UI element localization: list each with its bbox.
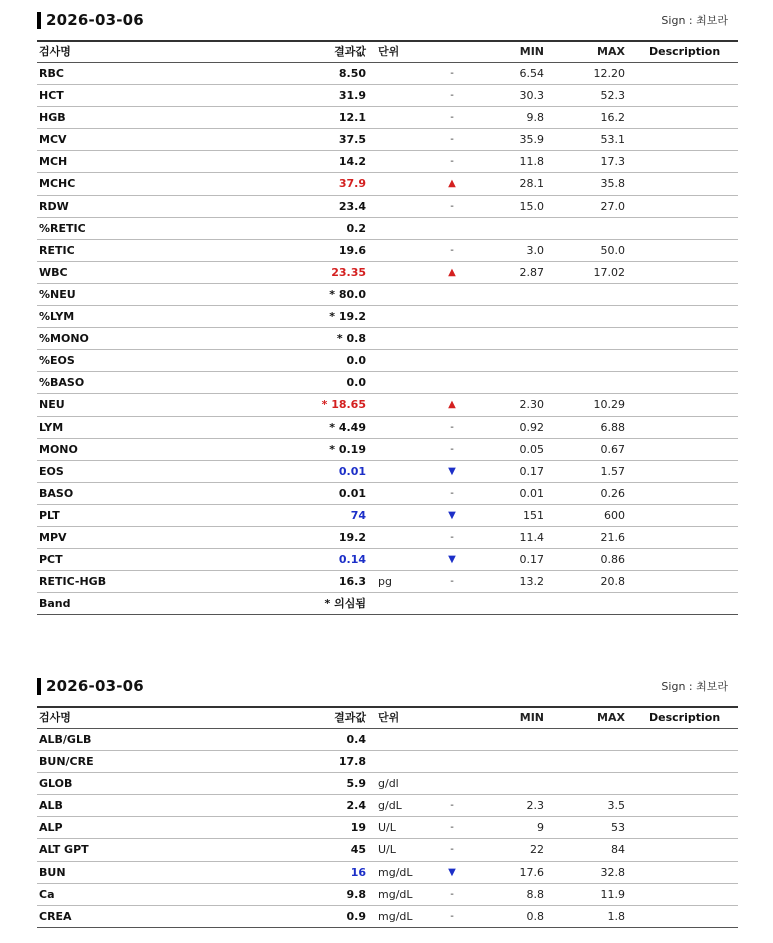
header-min: MIN	[519, 711, 544, 724]
test-name: %MONO	[39, 332, 89, 346]
normal-dash-flag: -	[450, 134, 454, 146]
header-min: MIN	[519, 45, 544, 58]
reference-max: 53	[611, 821, 625, 835]
low-arrow-icon: ▼	[448, 509, 456, 521]
normal-dash-flag: -	[450, 888, 454, 900]
section-date: 2026-03-06	[46, 677, 144, 695]
test-name: %EOS	[39, 354, 75, 368]
normal-dash-flag: -	[450, 200, 454, 212]
reference-max: 32.8	[600, 865, 625, 879]
header-result-value: 결과값	[334, 45, 366, 58]
result-value: 45	[350, 843, 366, 857]
reference-max: 0.67	[600, 442, 625, 456]
reference-min: 0.8	[526, 909, 544, 923]
result-value: 0.01	[338, 464, 366, 478]
result-value: 37.5	[338, 133, 366, 147]
reference-max: 16.2	[600, 111, 625, 125]
reference-min: 2.87	[519, 265, 544, 279]
table-row	[37, 372, 738, 394]
reference-max: 6.88	[600, 420, 625, 434]
results-table	[37, 706, 738, 928]
results-table	[37, 40, 738, 615]
table-row	[37, 505, 738, 527]
reference-min: 0.92	[519, 420, 544, 434]
reference-max: 20.8	[600, 575, 625, 589]
header-max: MAX	[597, 45, 625, 58]
result-value: 0.2	[346, 221, 366, 235]
test-name: MCV	[39, 133, 67, 147]
result-value: 5.9	[346, 777, 366, 791]
result-value: 37.9	[338, 177, 366, 191]
reference-max: 600	[604, 508, 625, 522]
result-value: 14.2	[338, 155, 366, 169]
table-row	[37, 240, 738, 262]
lab-section-cbc	[37, 10, 738, 615]
table-row	[37, 483, 738, 505]
result-unit: pg	[378, 575, 392, 589]
test-name: Band	[39, 597, 71, 611]
test-name: RDW	[39, 199, 69, 213]
result-value: * 0.8	[336, 332, 366, 346]
reference-max: 12.20	[593, 67, 625, 80]
reference-max: 21.6	[600, 530, 625, 544]
test-name: RBC	[39, 67, 64, 80]
test-name: BASO	[39, 486, 74, 500]
reference-max: 35.8	[600, 177, 625, 191]
section-date: 2026-03-06	[46, 11, 144, 29]
result-unit: mg/dL	[378, 887, 413, 901]
reference-min: 11.4	[519, 530, 544, 544]
test-name: %NEU	[39, 287, 76, 301]
test-name: BUN	[39, 865, 66, 879]
reference-max: 27.0	[600, 199, 625, 213]
reference-min: 151	[523, 508, 544, 522]
header-unit: 단위	[378, 45, 400, 58]
table-row	[37, 461, 738, 483]
table-row	[37, 906, 738, 928]
test-name: ALP	[39, 821, 63, 835]
result-unit: g/dl	[378, 777, 399, 791]
table-row	[37, 350, 738, 372]
result-value: * 19.2	[329, 310, 366, 324]
header-description: Description	[649, 45, 721, 58]
table-row	[37, 839, 738, 861]
test-name: %LYM	[39, 310, 75, 324]
table-row	[37, 773, 738, 795]
result-value: * 4.49	[329, 420, 366, 434]
reference-min: 13.2	[519, 575, 544, 589]
reference-min: 2.3	[526, 799, 544, 813]
test-name: RETIC-HGB	[39, 575, 107, 589]
normal-dash-flag: -	[450, 156, 454, 168]
reference-max: 0.86	[600, 553, 625, 567]
reference-max: 53.1	[600, 133, 625, 147]
result-value: 9.8	[346, 887, 366, 901]
table-row	[37, 549, 738, 571]
header-result-value: 결과값	[334, 711, 366, 724]
reference-min: 9	[537, 821, 544, 835]
reference-min: 0.01	[519, 486, 544, 500]
low-arrow-icon: ▼	[448, 554, 456, 566]
result-value: * 80.0	[329, 287, 366, 301]
normal-dash-flag: -	[450, 244, 454, 256]
reference-max: 17.3	[600, 155, 625, 169]
table-header-row	[37, 40, 738, 63]
normal-dash-flag: -	[450, 844, 454, 856]
table-row	[37, 593, 738, 615]
result-value: * 0.19	[329, 442, 366, 456]
normal-dash-flag: -	[450, 910, 454, 922]
reference-min: 3.0	[526, 243, 544, 257]
header-test-name: 검사명	[39, 711, 71, 724]
reference-max: 11.9	[600, 887, 625, 901]
result-value: 2.4	[346, 799, 366, 813]
result-value: * 18.65	[321, 398, 366, 412]
test-name: PLT	[39, 508, 60, 522]
table-row	[37, 884, 738, 906]
reference-max: 50.0	[600, 243, 625, 257]
table-row	[37, 262, 738, 284]
reference-max: 1.8	[607, 909, 625, 923]
reference-min: 17.6	[519, 865, 544, 879]
result-unit: U/L	[378, 821, 396, 835]
normal-dash-flag: -	[450, 800, 454, 812]
result-value: 31.9	[338, 89, 366, 103]
result-value: 0.14	[338, 553, 366, 567]
test-name: RETIC	[39, 243, 75, 257]
reference-min: 2.30	[519, 398, 544, 412]
reference-min: 6.54	[519, 67, 544, 80]
low-arrow-icon: ▼	[448, 465, 456, 477]
reference-min: 0.17	[519, 464, 544, 478]
test-name: ALB	[39, 799, 63, 813]
normal-dash-flag: -	[450, 90, 454, 102]
reference-min: 22	[530, 843, 544, 857]
high-arrow-icon: ▲	[448, 266, 456, 278]
test-name: ALB/GLB	[39, 733, 92, 746]
normal-dash-flag: -	[450, 822, 454, 834]
test-name: GLOB	[39, 777, 73, 791]
reference-min: 35.9	[519, 133, 544, 147]
result-unit: mg/dL	[378, 909, 413, 923]
section-header	[37, 10, 738, 40]
result-value: 16	[350, 865, 366, 879]
normal-dash-flag: -	[450, 576, 454, 588]
test-name: HCT	[39, 89, 64, 103]
result-value: 17.8	[338, 755, 366, 769]
reference-max: 0.26	[600, 486, 625, 500]
header-description: Description	[649, 711, 721, 724]
result-value: * 의심됨	[324, 597, 366, 611]
reference-max: 3.5	[607, 799, 625, 813]
table-row	[37, 85, 738, 107]
table-row	[37, 129, 738, 151]
header-unit: 단위	[378, 711, 400, 724]
reference-max: 52.3	[600, 89, 625, 103]
reference-max: 17.02	[593, 265, 625, 279]
reference-min: 0.17	[519, 553, 544, 567]
normal-dash-flag: -	[450, 487, 454, 499]
result-value: 23.35	[331, 265, 366, 279]
test-name: %RETIC	[39, 221, 86, 235]
header-test-name: 검사명	[39, 45, 71, 58]
result-value: 0.9	[346, 909, 366, 923]
result-value: 0.0	[346, 354, 366, 368]
table-row	[37, 571, 738, 593]
test-name: MCH	[39, 155, 68, 169]
table-row	[37, 173, 738, 195]
header-max: MAX	[597, 711, 625, 724]
test-name: ALT GPT	[39, 843, 89, 857]
result-unit: U/L	[378, 843, 396, 857]
table-row	[37, 527, 738, 549]
table-row	[37, 417, 738, 439]
result-value: 19	[350, 821, 366, 835]
table-row	[37, 394, 738, 416]
table-row	[37, 306, 738, 328]
test-name: BUN/CRE	[39, 755, 94, 769]
low-arrow-icon: ▼	[448, 866, 456, 878]
table-row	[37, 328, 738, 350]
test-name: MCHC	[39, 177, 76, 191]
result-value: 19.2	[338, 530, 366, 544]
test-name: WBC	[39, 265, 68, 279]
reference-max: 1.57	[600, 464, 625, 478]
reference-min: 9.8	[526, 111, 544, 125]
table-row	[37, 218, 738, 240]
table-row	[37, 284, 738, 306]
result-value: 16.3	[338, 575, 366, 589]
high-arrow-icon: ▲	[448, 399, 456, 411]
table-row	[37, 439, 738, 461]
table-row	[37, 196, 738, 218]
test-name: MONO	[39, 442, 78, 456]
result-value: 0.01	[338, 486, 366, 500]
table-row	[37, 151, 738, 173]
result-value: 19.6	[338, 243, 366, 257]
date-marker-bar	[37, 12, 41, 29]
result-unit: g/dL	[378, 799, 402, 813]
test-name: Ca	[39, 887, 55, 901]
reference-max: 84	[611, 843, 625, 857]
signature-label: Sign : 최보라	[661, 14, 728, 27]
result-value: 23.4	[338, 199, 366, 213]
reference-min: 15.0	[519, 199, 544, 213]
result-value: 12.1	[338, 111, 366, 125]
reference-max: 10.29	[593, 398, 625, 412]
table-row	[37, 817, 738, 839]
reference-min: 30.3	[519, 89, 544, 103]
reference-min: 0.05	[519, 442, 544, 456]
test-name: LYM	[39, 420, 64, 434]
table-row	[37, 729, 738, 751]
reference-min: 8.8	[526, 887, 544, 901]
high-arrow-icon: ▲	[448, 178, 456, 190]
lab-section-chemistry	[37, 676, 738, 928]
date-marker-bar	[37, 678, 41, 695]
result-value: 74	[350, 508, 366, 522]
test-name: MPV	[39, 530, 67, 544]
table-row	[37, 751, 738, 773]
result-unit: mg/dL	[378, 865, 413, 879]
table-row	[37, 862, 738, 884]
table-header-row	[37, 706, 738, 729]
test-name: NEU	[39, 398, 65, 412]
test-name: EOS	[39, 464, 64, 478]
table-row	[37, 107, 738, 129]
section-header	[37, 676, 738, 706]
normal-dash-flag: -	[450, 421, 454, 433]
result-value: 0.4	[346, 733, 366, 746]
result-value: 8.50	[338, 67, 366, 80]
reference-min: 11.8	[519, 155, 544, 169]
reference-min: 28.1	[519, 177, 544, 191]
result-value: 0.0	[346, 376, 366, 390]
test-name: PCT	[39, 553, 63, 567]
test-name: CREA	[39, 909, 72, 923]
signature-label: Sign : 최보라	[661, 680, 728, 693]
table-row	[37, 63, 738, 85]
test-name: %BASO	[39, 376, 85, 390]
test-name: HGB	[39, 111, 66, 125]
normal-dash-flag: -	[450, 443, 454, 455]
normal-dash-flag: -	[450, 112, 454, 124]
table-row	[37, 795, 738, 817]
normal-dash-flag: -	[450, 68, 454, 79]
normal-dash-flag: -	[450, 531, 454, 543]
